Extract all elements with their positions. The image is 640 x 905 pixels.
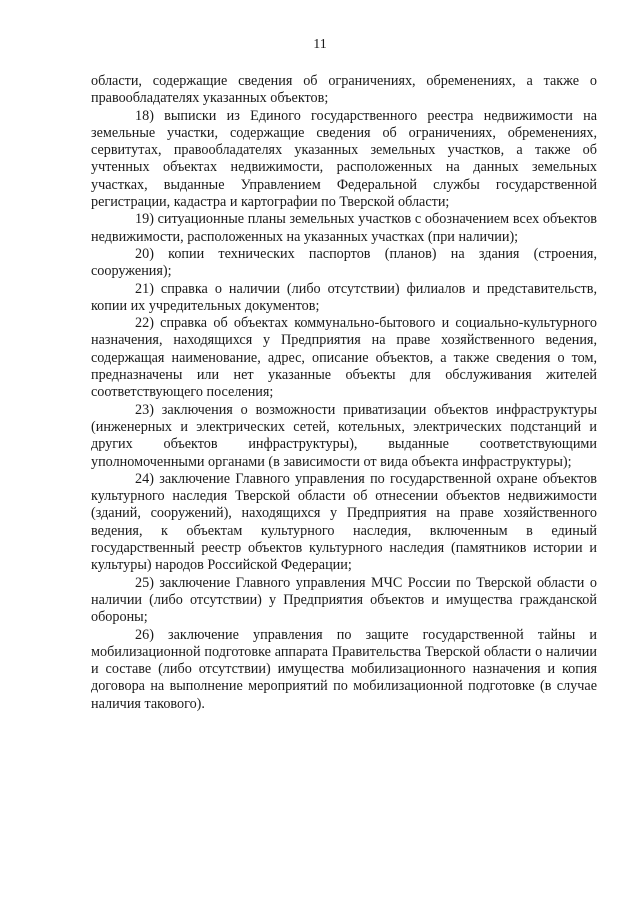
list-item-22: 22) справка об объектах коммунально-бытового и социально-культурного назначения, находящихся у Предприятия на праве хозяйственного ведения, содержащая наименование, адрес, описание объектов, а также сведения о том, предназначены или нет указанные объекты для обслуживания жителей соответствующего поселения; — [91, 315, 597, 401]
list-item-25: 25) заключение Главного управления МЧС России по Тверской области о наличии (либо отсутствии) у Предприятия объектов и имущества гражданской обороны; — [91, 574, 597, 626]
document-body — [91, 73, 597, 713]
list-item-23: 23) заключения о возможности приватизации объектов инфраструктуры (инженерных и электрических сетей, котельных, электрических подстанций и других объектов инфраструктуры), выданные соответствующими уполномоченными органами (в зависимости от вида объекта инфраструктуры); — [91, 401, 597, 470]
list-item-24: 24) заключение Главного управления по государственной охране объектов культурного наследия Тверской области об отнесении объектов недвижимости (зданий, сооружений), находящихся у Предприятия на праве хозяйственного ведения, к объектам культурного наследия, включенным в единый государственный реестр объектов культурного наследия (памятников истории и культуры) народов Российской Федерации; — [91, 470, 597, 574]
list-item-21: 21) справка о наличии (либо отсутствии) филиалов и представительств, копии их учредительных документов; — [91, 280, 597, 314]
list-item-19: 19) ситуационные планы земельных участков с обозначением всех объектов недвижимости, расположенных на указанных участках (при наличии); — [91, 211, 597, 245]
list-item-20: 20) копии технических паспортов (планов) на здания (строения, сооружения); — [91, 245, 597, 280]
page-number: 11 — [313, 37, 327, 52]
list-item-26: 26) заключение управления по защите государственной тайны и мобилизационной подготовке аппарата Правительства Тверской области о наличии и составе (либо отсутствии) имущества мобилизационного назначения и копия договора на выполнение мероприятий по мобилизационной подготовке (в случае наличия такового). — [91, 626, 597, 712]
paragraph-continuation: области, содержащие сведения об ограничениях, обременениях, а также о правообладателях указанных объектов; — [91, 73, 597, 107]
list-item-18: 18) выписки из Единого государственного реестра недвижимости на земельные участки, содержащие сведения об ограничениях, обременениях, сервитутах, правообладателях указанных земельных участков, а также об учтенных объектах недвижимости, расположенных на данных земельных участках, выданные Управлением Федеральной службы государственной регистрации, кадастра и картографии по Тверской области; — [91, 107, 597, 211]
